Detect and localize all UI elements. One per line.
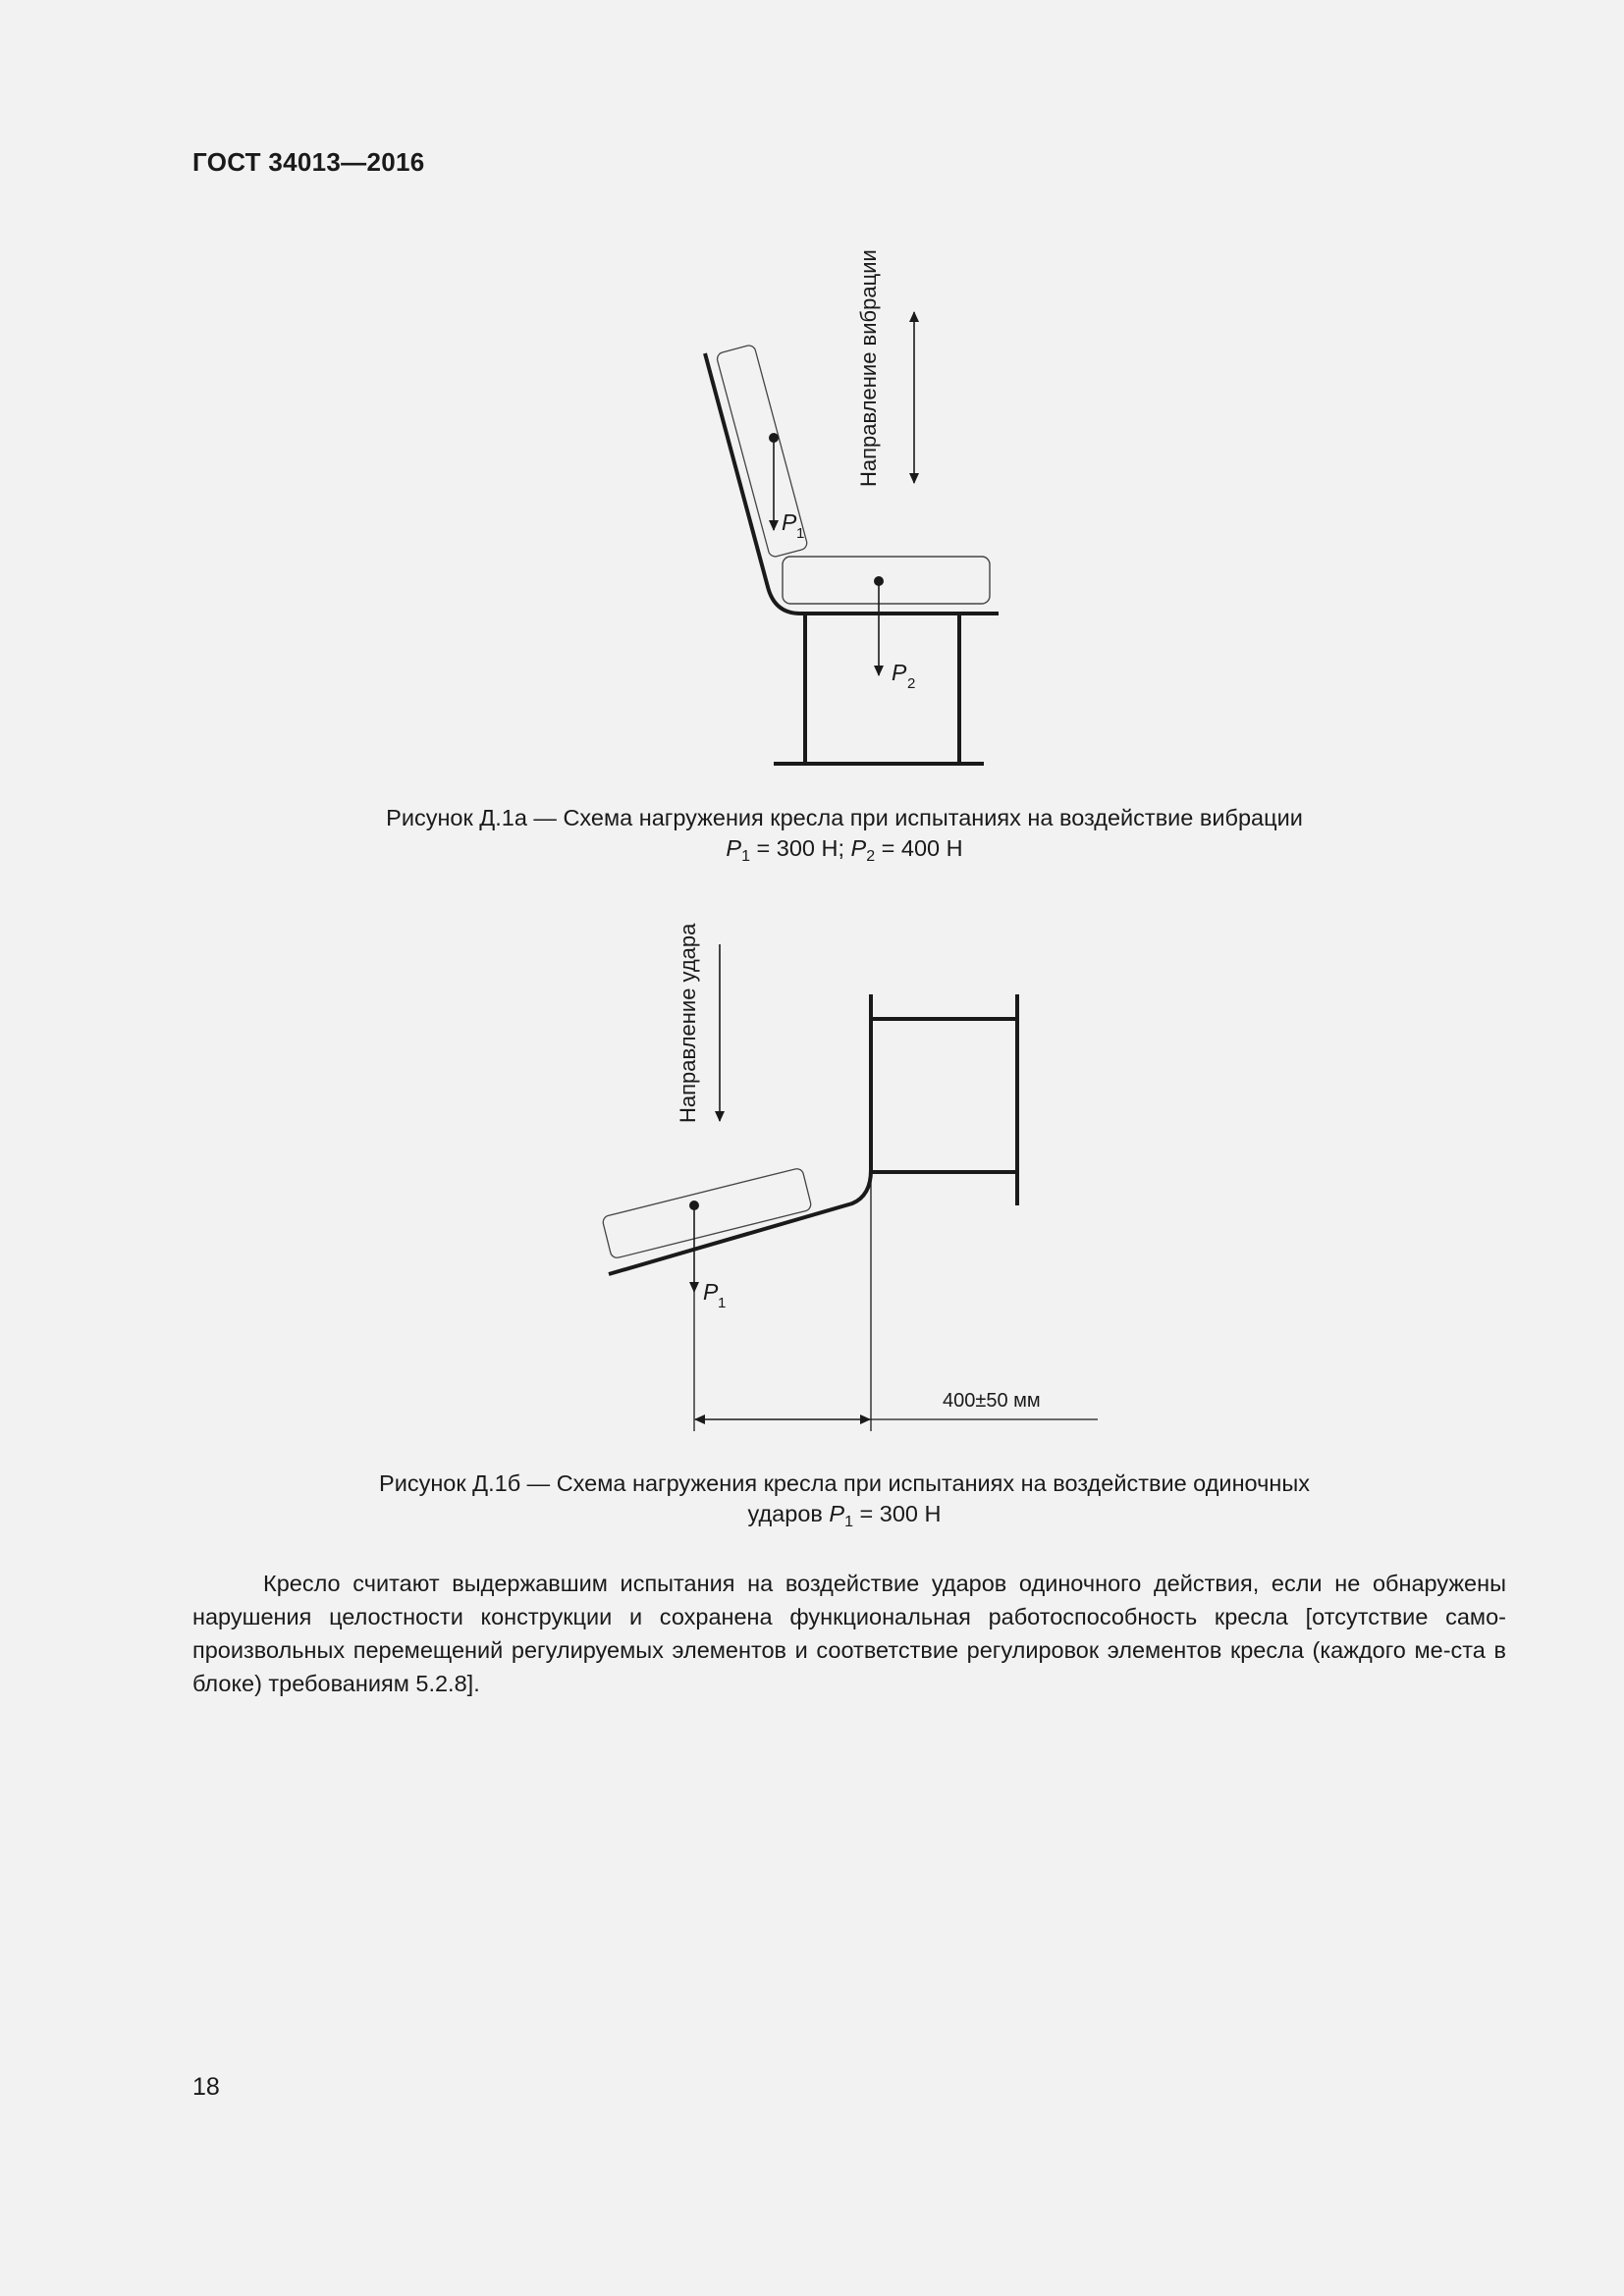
figure-d1b-caption-line2 [196,1499,1492,1529]
caption-b-p1-symbol: P [829,1501,845,1526]
caption-b-p1-index: 1 [844,1514,853,1530]
impact-seat-frame [609,994,871,1274]
load-label-p1: P [782,509,797,535]
caption-p1-symbol: P [726,835,742,861]
caption-b-p1-value: = 300 Н [853,1501,942,1526]
figure-d1a-caption-line2 [196,833,1492,864]
body-paragraph: Кресло считают выдержавшим испытания на воздействие ударов одиночного действия, если не обнаружены нарушения целостности конструкции и сохранена функциональная работоспособность кресла [отсутствие само-произвольных перемещений регулируемых элементов и соответствие регулировок элементов кресла (каждого ме-ста в блоке) требованиям 5.2.8]. [192,1571,1506,1696]
load-index-p1: 1 [796,525,805,542]
page-number: 18 [192,2073,220,2101]
load-index-p2: 2 [907,675,916,692]
figure-d1a-caption [196,803,1492,864]
caption-b-prefix: ударов [747,1501,830,1526]
impact-load-index-p1: 1 [718,1295,727,1311]
seat-cushion [783,557,990,604]
document-header: ГОСТ 34013—2016 [192,147,425,177]
caption-p1-index: 1 [741,848,750,865]
caption-p1-value: = 300 Н; [749,835,851,861]
vibration-direction-label: Направление вибрации [856,249,881,487]
figure-d1a-caption-line1: Рисунок Д.1а — Схема нагружения кресла при испытаниях на воздействие вибрации [386,805,1303,830]
caption-p2-symbol: P [850,835,867,861]
caption-p2-value: = 400 Н [875,835,963,861]
figure-d1a-diagram [589,211,1031,780]
impact-direction-label: Направление удара [676,923,700,1123]
load-label-p2: P [892,660,907,685]
figure-d1b-diagram [589,898,1139,1448]
caption-p2-index: 2 [866,848,876,865]
figure-d1b-caption-line1: Рисунок Д.1б — Схема нагружения кресла при испытаниях на воздействие одиночных [379,1470,1310,1496]
impact-load-label-p1: P [703,1279,719,1305]
figure-d1b-caption [196,1468,1492,1529]
dimension-label: 400±50 мм [943,1390,1041,1412]
seat-frame [705,353,999,614]
